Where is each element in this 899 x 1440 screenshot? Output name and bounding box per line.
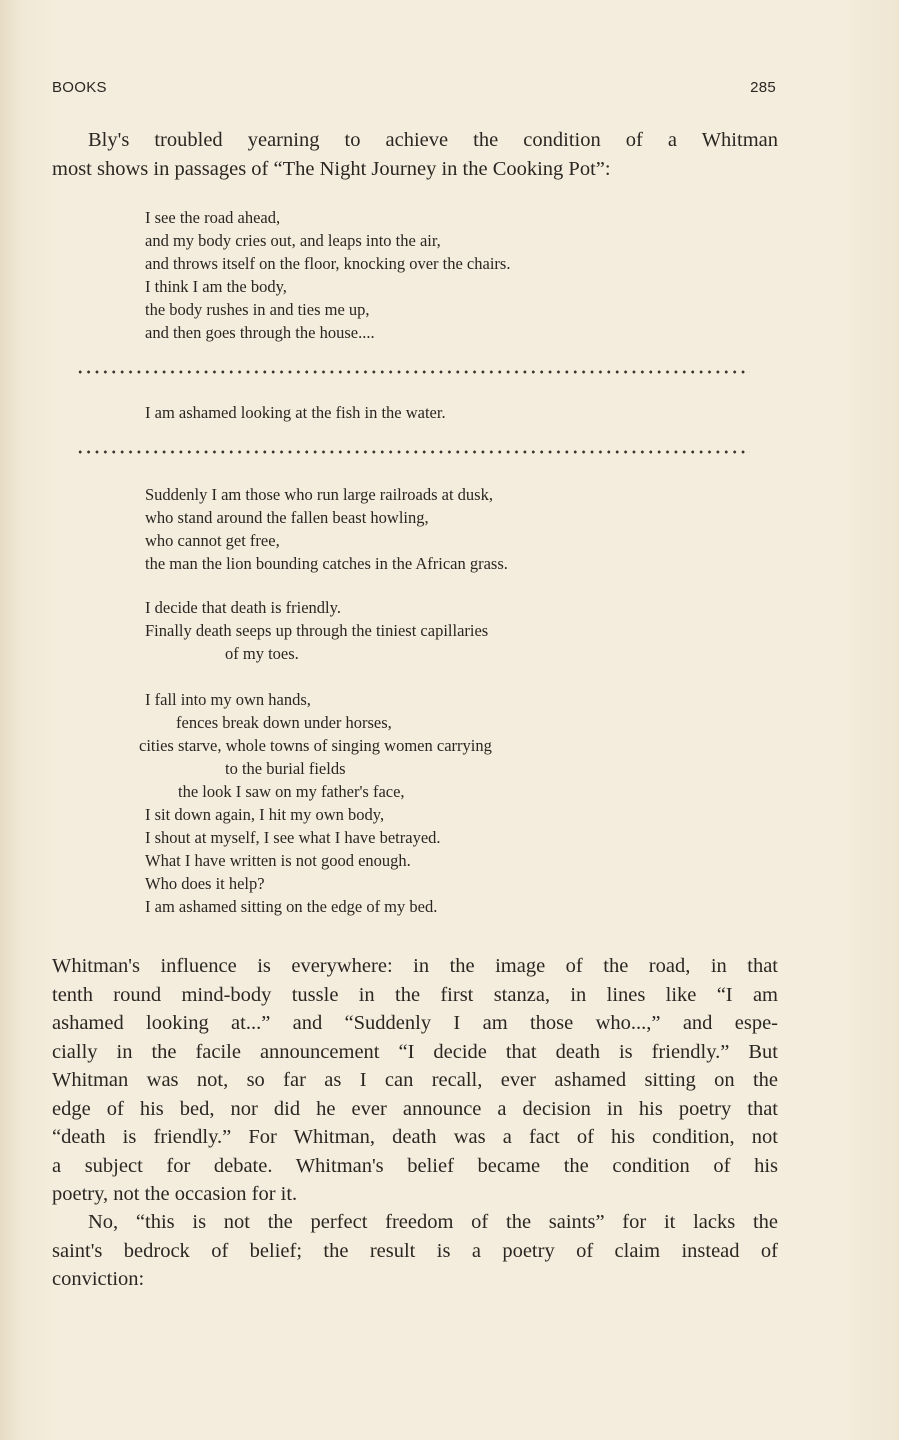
ellipsis-divider — [76, 370, 750, 374]
poem-line: I am ashamed sitting on the edge of my bed. — [145, 897, 438, 916]
poem-line: What I have written is not good enough. — [145, 851, 411, 870]
poem-line: to the burial fields — [225, 759, 346, 778]
poem-line: I decide that death is friendly. — [145, 598, 341, 617]
poem-line: I sit down again, I hit my own body, — [145, 805, 385, 824]
page-number: 285 — [750, 79, 776, 96]
poem-line: who cannot get free, — [145, 531, 280, 550]
section-title: BOOKS — [52, 79, 107, 96]
poem-excerpt-1 — [145, 206, 510, 344]
poem-line: cities starve, whole towns of singing women carrying — [139, 736, 492, 755]
poem-line: and my body cries out, and leaps into the air, — [145, 231, 441, 250]
body-line: saint's bedrock of belief; the result is a poetry of claim instead of — [52, 1239, 778, 1262]
poem-line: the body rushes in and ties me up, — [145, 300, 370, 319]
poem-line: I think I am the body, — [145, 277, 287, 296]
running-head — [52, 79, 776, 97]
poem-line: I shout at myself, I see what I have betrayed. — [145, 828, 441, 847]
body-line: conviction: — [52, 1268, 145, 1290]
poem-excerpt-4 — [145, 596, 488, 665]
body-line: tenth round mind-body tussle in the first stanza, in lines like “I am — [52, 983, 778, 1006]
commentary-paragraph — [52, 952, 778, 1209]
poem-line: and throws itself on the floor, knocking over the chairs. — [145, 254, 511, 273]
poem-line: who stand around the fallen beast howling, — [145, 508, 429, 527]
poem-line: I see the road ahead, — [145, 208, 281, 227]
poem-line: Finally death seeps up through the tiniest capillaries — [145, 621, 489, 640]
body-line: edge of his bed, nor did he ever announce a decision in his poetry that — [52, 1097, 778, 1120]
body-line: cially in the facile announcement “I decide that death is friendly.” But — [52, 1040, 778, 1063]
poem-line: and then goes through the house.... — [145, 323, 375, 342]
body-line: Whitman was not, so far as I can recall, ever ashamed sitting on the — [52, 1069, 778, 1091]
intro-line: most shows in passages of “The Night Journey in the Cooking Pot”: — [52, 157, 611, 180]
body-line: No, “this is not the perfect freedom of the saints” for it lacks the — [88, 1211, 778, 1233]
poem-excerpt-5 — [139, 688, 492, 918]
body-line: poetry, not the occasion for it. — [52, 1183, 298, 1205]
body-line: Whitman's influence is everywhere: in the image of the road, in that — [52, 955, 778, 977]
poem-line: of my toes. — [225, 644, 299, 663]
poem-line: Suddenly I am those who run large railroads at dusk, — [145, 485, 493, 504]
poem-line: I am ashamed looking at the fish in the water. — [145, 403, 446, 422]
ellipsis-divider — [76, 450, 750, 454]
poem-excerpt-2 — [145, 401, 446, 424]
intro-paragraph — [52, 126, 778, 183]
poem-line: the look I saw on my father's face, — [178, 782, 405, 801]
poem-excerpt-3 — [145, 483, 508, 575]
body-line: a subject for debate. Whitman's belief became the condition of his — [52, 1154, 778, 1177]
poem-line: Who does it help? — [145, 874, 265, 893]
body-line: ashamed looking at...” and “Suddenly I am those who...,” and espe- — [52, 1012, 778, 1034]
poem-line: fences break down under horses, — [176, 713, 392, 732]
body-line: “death is friendly.” For Whitman, death was a fact of his condition, not — [52, 1126, 778, 1148]
poem-line: I fall into my own hands, — [145, 690, 311, 709]
intro-line: Bly's troubled yearning to achieve the condition of a Whitman — [88, 129, 778, 151]
poem-line: the man the lion bounding catches in the African grass. — [145, 554, 508, 573]
conclusion-paragraph — [52, 1208, 778, 1294]
